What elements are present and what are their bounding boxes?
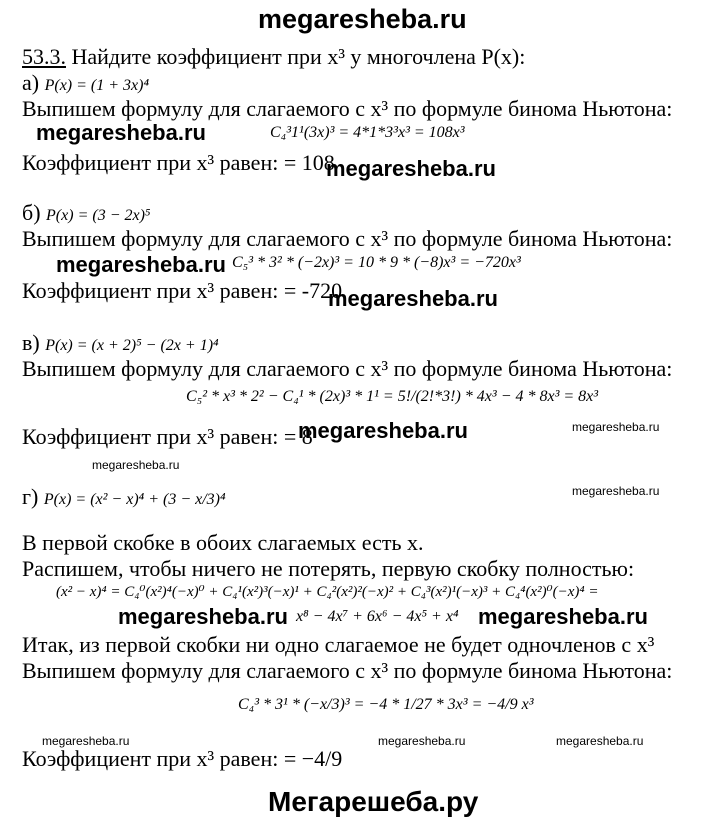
part-d-poly: P(x) = (x² − x)⁴ + (3 − x/3)⁴ (43, 491, 226, 508)
watermark-small: megaresheba.ru (572, 420, 660, 434)
part-a-label: а) (22, 70, 40, 95)
watermark: megaresheba.ru (56, 252, 226, 277)
part-b-header (22, 200, 150, 226)
part-c-label: в) (22, 330, 40, 355)
part-d-header (22, 484, 226, 510)
problem-statement (22, 44, 525, 70)
part-b-answer: Коэффициент при x³ равен: = -720 (22, 278, 343, 303)
part-d-expansion: (x² − x)⁴ = C₄⁰(x²)⁴(−x)⁰ + C₄¹(x²)³(−x)¹ + C₄²(x²)²(−x)² + C₄³(x²)¹(−x)³ + C₄⁴(x²)⁰(−x)⁴ = (56, 584, 599, 600)
part-d-intro: Выпишем формулу для слагаемого с x³ по формуле бинома Ньютона: (22, 658, 673, 683)
site-footer: Мегарешеба.ру (268, 786, 479, 817)
watermark: megaresheba.ru (478, 604, 648, 629)
watermark-small: megaresheba.ru (556, 734, 644, 748)
part-d-line3: Итак, из первой скобки ни одно слагаемое не будет одночленов с x³ (22, 632, 655, 657)
part-a-header (22, 70, 149, 96)
part-d-expansion-result: x⁸ − 4x⁷ + 6x⁶ − 4x⁵ + x⁴ (296, 608, 459, 625)
part-d-line2: Распишем, чтобы ничего не потерять, первую скобку полностью: (22, 556, 635, 581)
problem-number: 53.3. (22, 44, 66, 69)
part-b-label: б) (22, 200, 41, 225)
part-a-answer: Коэффициент при x³ равен: = 108 (22, 150, 335, 175)
part-c-header (22, 330, 219, 356)
part-b-poly: P(x) = (3 − 2x)⁵ (46, 207, 151, 224)
watermark-small: megaresheba.ru (378, 734, 466, 748)
watermark: megaresheba.ru (36, 120, 206, 145)
watermark-small: megaresheba.ru (92, 458, 180, 472)
part-a-intro: Выпишем формулу для слагаемого с x³ по формуле бинома Ньютона: (22, 96, 673, 121)
problem-text: Найдите коэффициент при x³ у многочлена P(x): (71, 44, 526, 69)
part-b-formula: C₅³ * 3² * (−2x)³ = 10 * 9 * (−8)x³ = −720x³ (232, 254, 521, 271)
part-c-intro: Выпишем формулу для слагаемого с x³ по формуле бинома Ньютона: (22, 356, 673, 381)
part-d-formula: C₄³ * 3¹ * (−x/3)³ = −4 * 1/27 * 3x³ = −4/9 x³ (238, 696, 534, 713)
part-a-poly: P(x) = (1 + 3x)⁴ (44, 77, 150, 94)
watermark-small: megaresheba.ru (42, 734, 130, 748)
watermark: megaresheba.ru (326, 156, 496, 181)
part-b-intro: Выпишем формулу для слагаемого с x³ по формуле бинома Ньютона: (22, 226, 673, 251)
part-c-poly: P(x) = (x + 2)⁵ − (2x + 1)⁴ (45, 337, 219, 354)
watermark: megaresheba.ru (328, 286, 498, 311)
part-d-answer: Коэффициент при x³ равен: = −4/9 (22, 746, 343, 771)
part-c-formula: C₅² * x³ * 2² − C₄¹ * (2x)³ * 1¹ = 5!/(2!*3!) * 4x³ − 4 * 8x³ = 8x³ (186, 388, 599, 405)
part-d-line1: В первой скобке в обоих слагаемых есть x. (22, 530, 424, 555)
watermark: megaresheba.ru (298, 418, 468, 443)
site-header: megaresheba.ru (258, 4, 467, 34)
part-c-answer: Коэффициент при x³ равен: = 8 (22, 424, 313, 449)
watermark: megaresheba.ru (118, 604, 288, 629)
watermark-small: megaresheba.ru (572, 484, 660, 498)
part-d-label: г) (22, 484, 39, 509)
part-a-formula: C₄³1¹(3x)³ = 4*1*3³x³ = 108x³ (270, 124, 465, 141)
